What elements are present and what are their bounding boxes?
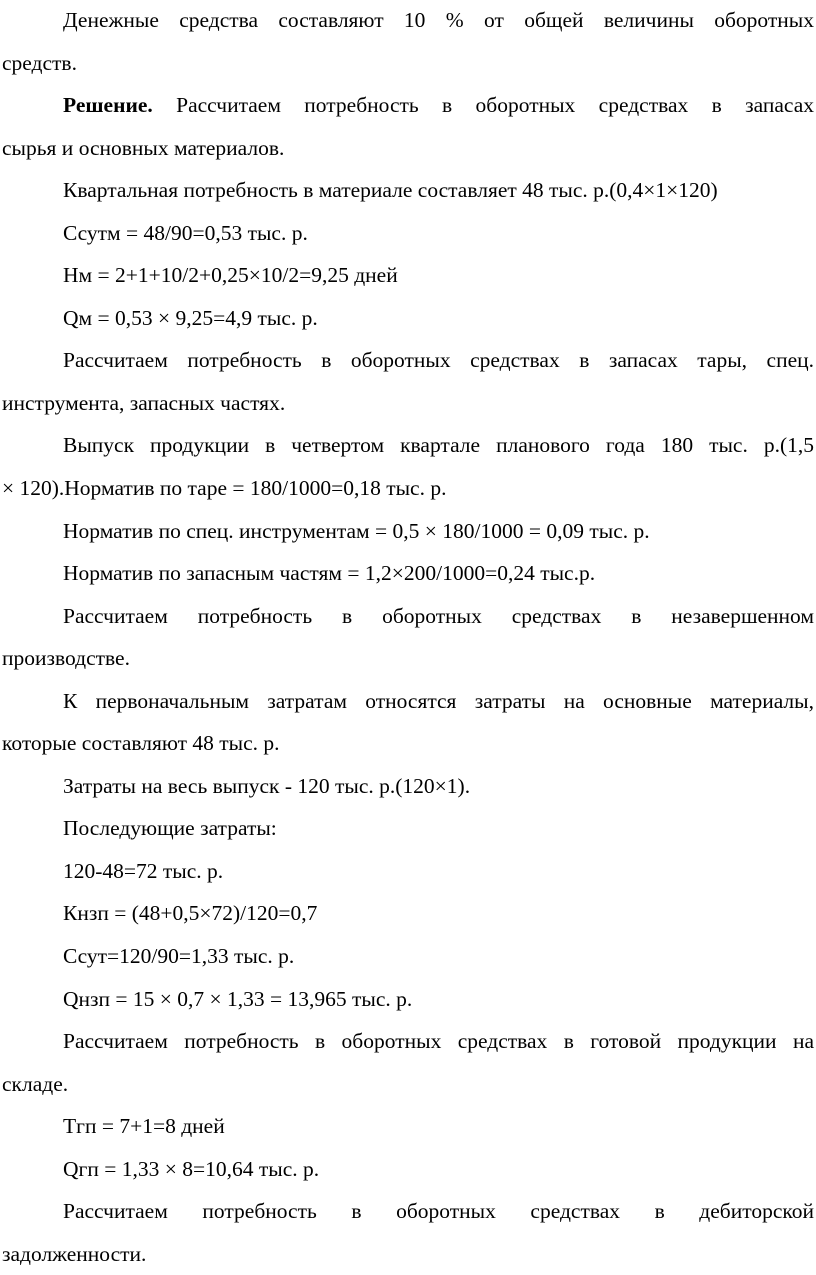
text-line: которые составляют 48 тыс. р. (2, 731, 280, 756)
formula-line: Нм = 2+1+10/2+0,25×10/2=9,25 дней (63, 263, 398, 288)
text-line: К первоначальным затратам относятся затраты на основные материалы, (63, 688, 814, 713)
text-line: Рассчитаем потребность в оборотных средствах в незавершенном (63, 603, 814, 628)
text-line: × 120).Норматив по таре = 180/1000=0,18 тыс. р. (2, 476, 447, 501)
formula-line: Qм = 0,53 × 9,25=4,9 тыс. р. (63, 305, 318, 330)
text-line: Затраты на весь выпуск - 120 тыс. р.(120×1). (63, 773, 471, 798)
text-line: складе. (2, 1071, 69, 1096)
text-line: Рассчитаем потребность в оборотных средствах в готовой продукции на (63, 1029, 814, 1054)
formula-line: 120-48=72 тыс. р. (63, 858, 224, 883)
formula-line: Qнзп = 15 × 0,7 × 1,33 = 13,965 тыс. р. (63, 986, 413, 1011)
text-line: Последующие затраты: (63, 816, 277, 841)
formula-line: Тгп = 7+1=8 дней (63, 1114, 225, 1139)
text-line: инструмента, запасных частях. (2, 390, 286, 415)
text-line: Выпуск продукции в четвертом квартале планового года 180 тыс. р.(1,5 (63, 433, 814, 458)
text-line: Квартальная потребность в материале составляет 48 тыс. р.(0,4×1×120) (63, 178, 718, 203)
formula-line: Кнзп = (48+0,5×72)/120=0,7 (63, 901, 318, 926)
formula-line: Ссутм = 48/90=0,53 тыс. р. (63, 220, 308, 245)
solution-heading: Решение. (63, 93, 153, 118)
text-span: Рассчитаем потребность в оборотных средствах в запасах (152, 93, 814, 118)
formula-line: Qгп = 1,33 × 8=10,64 тыс. р. (63, 1156, 320, 1181)
formula-line: Норматив по спец. инструментам = 0,5 × 180/1000 = 0,09 тыс. р. (63, 518, 650, 543)
formula-line: Норматив по запасным частям = 1,2×200/1000=0,24 тыс.р. (63, 561, 596, 586)
formula-line: Ссут=120/90=1,33 тыс. р. (63, 944, 295, 969)
text-line (2, 84, 814, 127)
text-line: сырья и основных материалов. (2, 135, 285, 160)
text-line: Рассчитаем потребность в оборотных средствах в дебиторской (63, 1199, 814, 1224)
text-line: средств. (2, 50, 77, 75)
text-line: производстве. (2, 646, 130, 671)
text-line: задолженности. (2, 1241, 147, 1266)
text-line: Денежные средства составляют 10 % от общей величины оборотных (63, 8, 814, 32)
text-line: Рассчитаем потребность в оборотных средствах в запасах тары, спец. (63, 348, 814, 373)
